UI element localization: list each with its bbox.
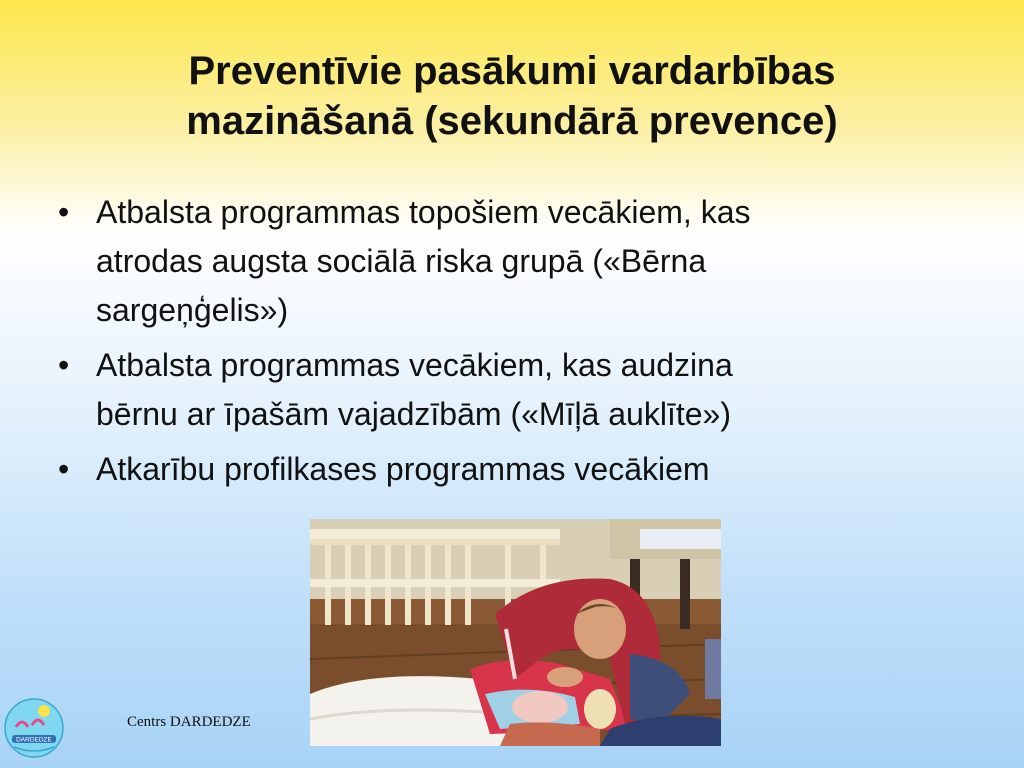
bullet-line: atrodas augsta sociālā riska grupā («Bērna (96, 243, 707, 279)
photo-man-with-baby (310, 519, 721, 746)
bullet-line: Atbalsta programmas vecākiem, kas audzina (96, 347, 733, 383)
svg-text:DARDEDZE: DARDEDZE (16, 736, 52, 744)
bullet-item (54, 341, 934, 439)
bullet-line: bērnu ar īpašām vajadzībām («Mīļā auklīte») (96, 396, 731, 432)
title-line-1: Preventīvie pasākumi vardarbības (188, 49, 836, 93)
bullet-line: Atbalsta programmas topošiem vecākiem, kas (96, 194, 751, 230)
bullet-dot: • (58, 194, 70, 230)
bullet-dot: • (58, 347, 70, 383)
title-line-2: mazināšanā (sekundārā prevence) (186, 99, 838, 143)
bullet-dot: • (58, 451, 70, 487)
bullet-item (54, 445, 934, 494)
footer-text: Centrs DARDEDZE (127, 714, 251, 730)
slide-title (60, 46, 964, 146)
bullet-item (54, 188, 934, 335)
slide-photo (310, 519, 721, 746)
bullet-line: sargeņģelis») (96, 292, 289, 328)
bullet-line: Atkarību profilkases programmas vecākiem (96, 451, 710, 487)
bullet-list (54, 188, 934, 500)
dardedze-logo-icon (2, 697, 66, 759)
